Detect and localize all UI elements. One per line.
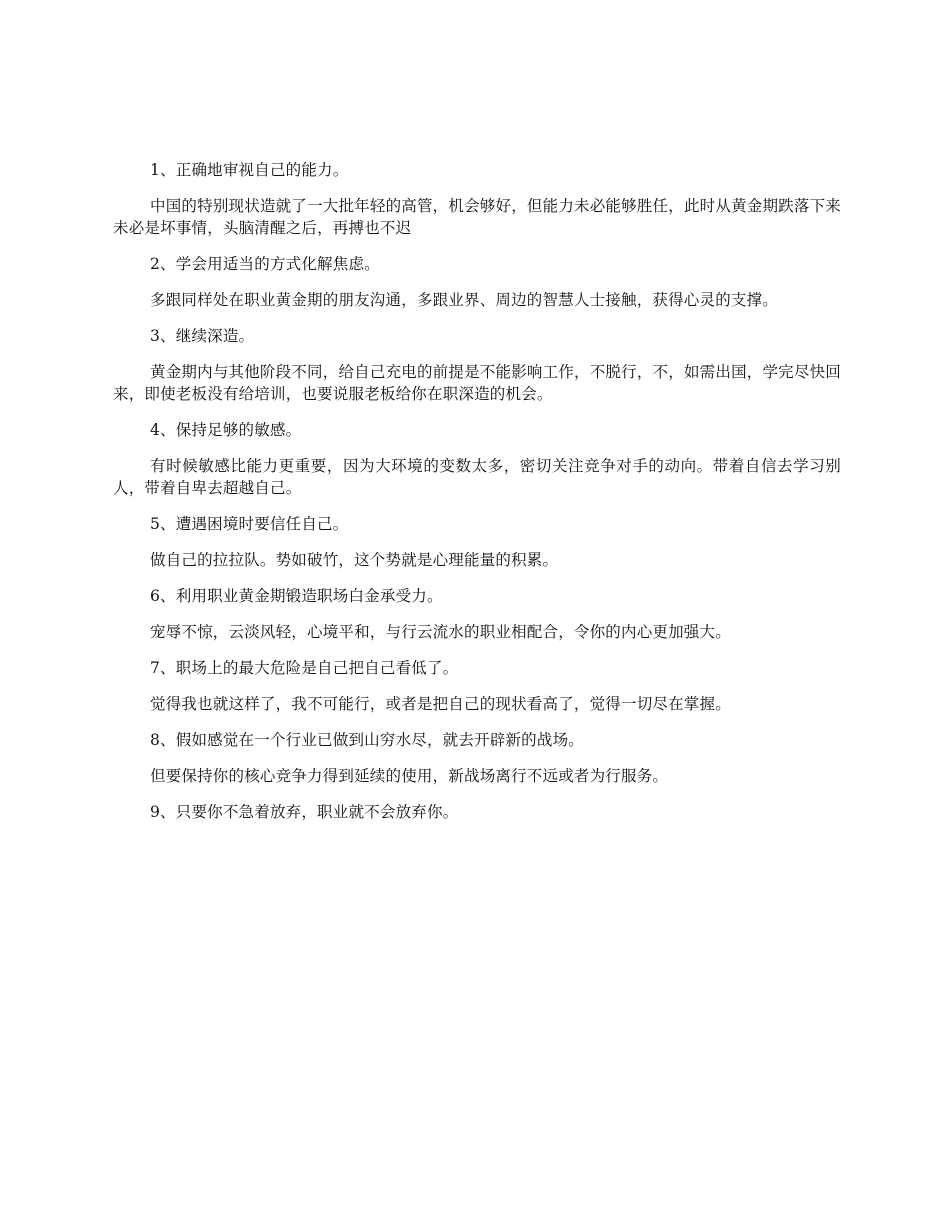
point-body-7: 觉得我也就这样了，我不可能行，或者是把自己的现状看高了，觉得一切尽在掌握。 — [150, 695, 731, 713]
point-heading-3: 3、继续深造。 — [150, 327, 255, 345]
point-heading-2: 2、学会用适当的方式化解焦虑。 — [150, 255, 380, 273]
document-body — [113, 159, 841, 837]
point-heading-1: 1、正确地审视自己的能力。 — [150, 161, 349, 179]
point-body-5: 做自己的拉拉队。势如破竹，这个势就是心理能量的积累。 — [150, 551, 559, 569]
point-heading-8: 8、假如感觉在一个行业已做到山穷水尽，就去开辟新的战场。 — [150, 731, 584, 749]
point-body-4: 有时候敏感比能力更重要，因为大环境的变数太多，密切关注竞争对手的动向。带着自信去学习别人，带着自卑去超越自己。 — [113, 457, 841, 497]
point-heading-7: 7、职场上的最大危险是自己把自己看低了。 — [150, 659, 459, 677]
point-heading-9: 9、只要你不急着放弃，职业就不会放弃你。 — [150, 803, 459, 821]
point-body-6: 宠辱不惊，云淡风轻，心境平和，与行云流水的职业相配合，令你的内心更加强大。 — [150, 623, 731, 641]
point-heading-6: 6、利用职业黄金期锻造职场白金承受力。 — [150, 587, 443, 605]
point-heading-4: 4、保持足够的敏感。 — [150, 421, 302, 439]
point-heading-5: 5、遭遇困境时要信任自己。 — [150, 515, 349, 533]
point-body-2: 多跟同样处在职业黄金期的朋友沟通，多跟业界、周边的智慧人士接触，获得心灵的支撑。 — [150, 291, 779, 309]
point-body-1: 中国的特别现状造就了一大批年轻的高管，机会够好，但能力未必能够胜任，此时从黄金期跌落下来未必是坏事情，头脑清醒之后，再搏也不迟 — [113, 197, 841, 237]
point-body-8: 但要保持你的核心竞争力得到延续的使用，新战场离行不远或者为行服务。 — [150, 767, 669, 785]
point-body-3: 黄金期内与其他阶段不同，给自己充电的前提是不能影响工作，不脱行，不，如需出国，学完尽快回来，即使老板没有给培训，也要说服老板给你在职深造的机会。 — [113, 363, 841, 403]
